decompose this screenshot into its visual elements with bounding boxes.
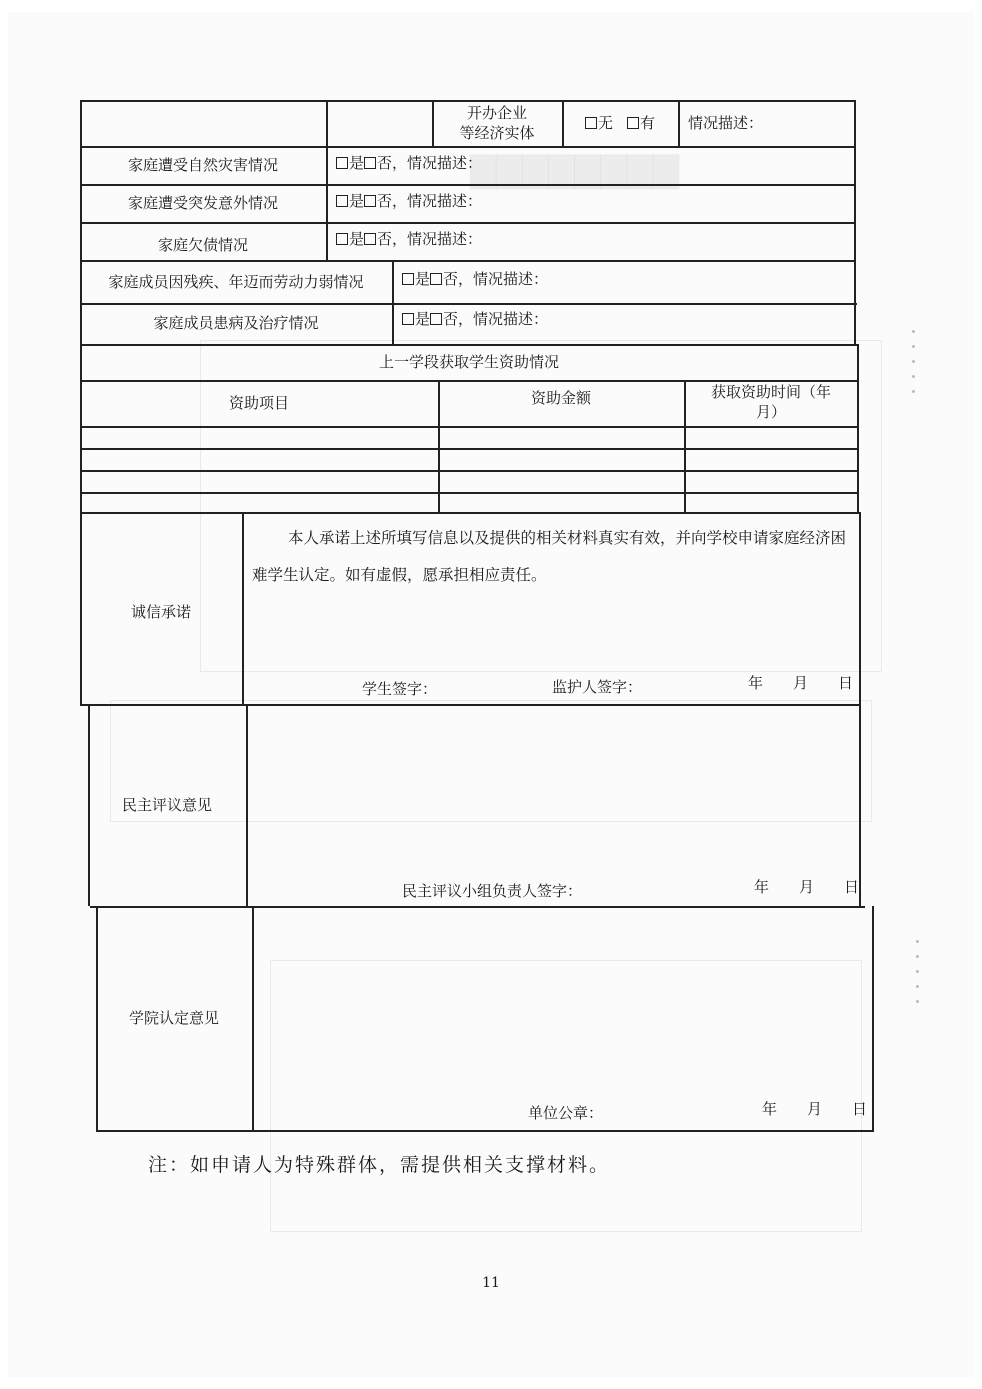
option-no-label: 否，情况描述： [377,153,483,172]
disability-options[interactable] [392,260,702,298]
illness-options[interactable] [392,300,702,338]
table-rule [246,704,248,906]
table-rule [80,492,859,494]
integrity-statement: 本人承诺上述所填写信息以及提供的相关材料真实有效，并向学校申请家庭经济困难学生认定。如有虚假，愿承担相应责任。 [252,529,847,584]
table-rule [326,100,328,146]
checkbox-yes[interactable] [336,195,348,207]
option-no-label: 否，情况描述： [377,191,483,210]
checkbox-no[interactable] [364,157,376,169]
college-decision-label: 学院认定意见 [128,1008,219,1027]
option-no-label: 否，情况描述： [443,309,549,328]
aid-col-amount: 资助金额 [530,388,591,407]
option-have-label: 有 [640,113,656,132]
natural-disaster-options[interactable] [326,146,636,180]
integrity-date[interactable]: 年 月 日 [748,674,854,692]
table-rule [242,512,244,704]
checkbox-yes[interactable] [336,233,348,245]
table-rule [854,100,856,344]
table-rule [80,470,859,472]
checkbox-no[interactable] [364,233,376,245]
option-yes-label: 是 [349,229,365,248]
table-rule [80,426,859,428]
table-rule [80,448,859,450]
college-date[interactable]: 年 月 日 [762,1100,868,1118]
illness-label: 家庭成员患病及治疗情况 [153,314,319,333]
business-entity-options [562,100,678,146]
table-rule [96,1130,874,1132]
page-number: 11 [482,1275,500,1291]
aid-section-title: 上一学段获取学生资助情况 [378,352,559,371]
checkbox-no[interactable] [364,195,376,207]
democratic-signature-label[interactable]: 民主评议小组负责人签字： [402,882,583,900]
application-form-table [80,100,868,1130]
aid-col-project: 资助项目 [228,393,289,412]
debt-options[interactable] [326,222,636,256]
option-no-label: 否，情况描述： [443,269,549,288]
checkbox-yes[interactable] [336,157,348,169]
checkbox-yes[interactable] [402,273,414,285]
unit-seal-label[interactable]: 单位公章： [528,1104,604,1122]
table-rule [859,512,861,906]
disability-label: 家庭成员因残疾、年迈而劳动力弱情况 [108,273,364,292]
accident-options[interactable] [326,184,636,218]
debt-label: 家庭欠债情况 [157,235,248,254]
business-entity-description[interactable]: 情况描述： [688,113,764,132]
checkbox-have[interactable] [627,117,639,129]
democratic-date[interactable]: 年 月 日 [754,878,860,896]
business-entity-label: 开办企业 等经济实体 [459,103,535,142]
integrity-label: 诚信承诺 [130,602,191,621]
democratic-evaluation-label: 民主评议意见 [121,795,212,814]
accident-label: 家庭遭受突发意外情况 [127,193,278,212]
checkbox-no[interactable] [430,273,442,285]
footnote: 注：如申请人为特殊群体，需提供相关支撑材料。 [148,1154,611,1176]
natural-disaster-label: 家庭遭受自然灾害情况 [127,155,278,174]
aid-col-time: 获取资助时间（年 月） [710,382,831,421]
option-yes-label: 是 [415,269,431,288]
checkbox-yes[interactable] [402,313,414,325]
student-signature-label[interactable]: 学生签字： [362,680,438,698]
option-none-label: 无 [597,113,613,132]
option-yes-label: 是 [349,153,365,172]
table-rule [252,906,254,1131]
checkbox-none[interactable] [585,117,597,129]
guardian-signature-label[interactable]: 监护人签字： [552,678,643,696]
option-yes-label: 是 [415,309,431,328]
checkbox-no[interactable] [430,313,442,325]
option-no-label: 否，情况描述： [377,229,483,248]
table-rule [872,906,874,1131]
option-yes-label: 是 [349,191,365,210]
